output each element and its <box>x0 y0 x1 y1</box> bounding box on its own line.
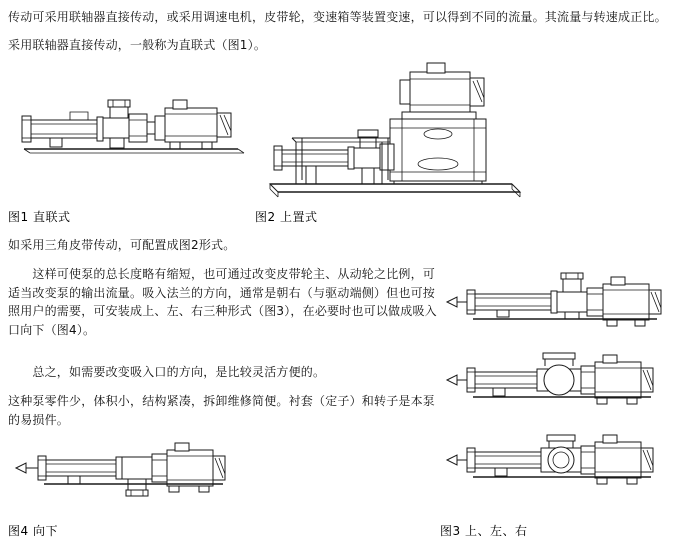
caption-figure-4: 图4 向下 <box>8 524 58 538</box>
caption-figure-1: 图1 直联式 <box>8 210 71 224</box>
figure-2-top-mounted-pump <box>262 58 532 203</box>
paragraph-belt-drive: 如采用三角皮带传动，可配置成图2形式。 <box>8 238 236 252</box>
figure-3-inlet-left <box>445 348 680 410</box>
paragraph-direct-coupled: 采用联轴器直接传动，一般称为直联式（图1）。 <box>8 38 267 52</box>
figure-3-inlet-right <box>445 428 680 490</box>
figure-3-inlet-up <box>445 272 680 332</box>
paragraph-maintenance: 这种泵零件少，体积小，结构紧凑，拆卸维修简便。衬套（定子）和转子是本泵的易损件。 <box>8 394 436 427</box>
figure-1-direct-coupled-pump <box>10 80 260 190</box>
figure-4-inlet-down <box>14 440 249 505</box>
paragraph-flexibility: 总之，如需要改变吸入口的方向，是比较灵活方便的。 <box>8 365 326 379</box>
caption-figure-3: 图3 上、左、右 <box>440 524 528 538</box>
paragraph-length-and-flange: 这样可使泵的总长度略有缩短，也可通过改变皮带轮主、从动轮之比例，可适当改变泵的输出流量。吸入法兰的方向，通常是朝右（与驱动端侧）但也可按照用户的需要，可安装成上、左、右三种形式（图3），在必要时也可以做成吸入口向下（图4）。 <box>8 267 437 337</box>
paragraph-transmission-intro: 传动可采用联轴器直接传动，或采用调速电机，皮带轮，变速箱等装置变速，可以得到不同的流量。其流量与转速成正比。 <box>8 10 667 24</box>
caption-figure-2: 图2 上置式 <box>255 210 318 224</box>
